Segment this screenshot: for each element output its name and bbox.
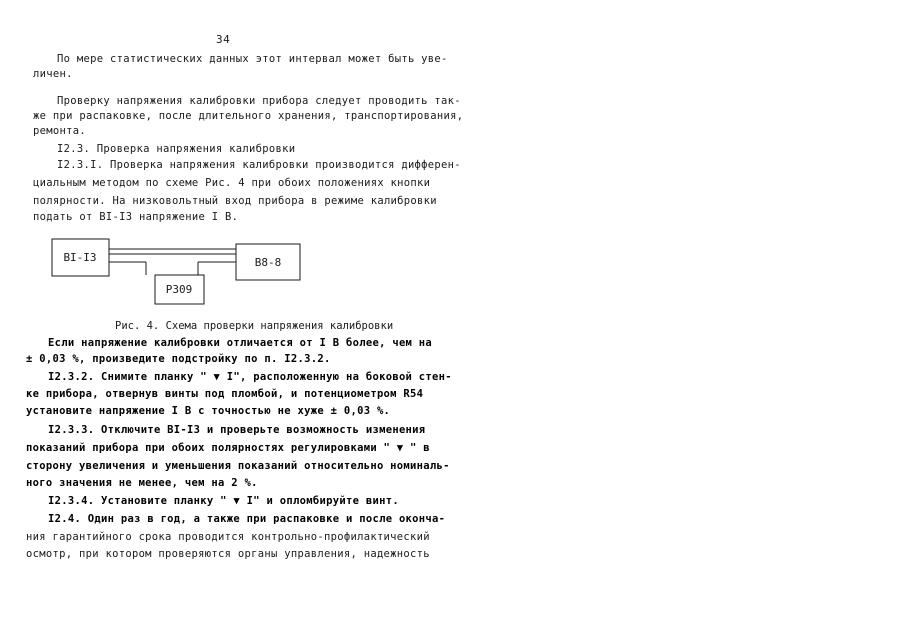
text-line: же при распаковке, после длительного хранения, транспортирования,	[33, 110, 464, 122]
text-line: Если напряжение калибровки отличается от I В более, чем на	[48, 337, 433, 349]
text-line: полярности. На низковольтный вход прибора в режиме калибровки	[33, 195, 437, 207]
text-line: I2.3.2. Снимите планку " ▼ I", расположенную на боковой стен-	[48, 371, 452, 383]
text-line: осмотр, при котором проверяются органы управления, надежность	[26, 548, 430, 560]
text-line: ния гарантийного срока проводится контрольно-профилактический	[26, 531, 430, 543]
text-line: ± 0,03 %, произведите подстройку по п. I2.3.2.	[26, 353, 331, 365]
page-number: 34	[216, 33, 231, 46]
text-line: показаний прибора при обоих полярностях регулировками " ▼ " в	[26, 442, 430, 454]
section-heading: I2.3. Проверка напряжения калибровки	[57, 143, 296, 155]
box-label-r309: Р309	[165, 283, 193, 296]
text-line: установите напряжение I В с точностью не хуже ± 0,03 %.	[26, 405, 391, 417]
box-label-v88: В8-8	[254, 256, 282, 269]
text-line: сторону увеличения и уменьшения показаний относительно номиналь-	[26, 460, 450, 472]
box-label-bi13: BI-I3	[63, 251, 97, 264]
figure-caption: Рис. 4. Схема проверки напряжения калибровки	[115, 320, 394, 332]
text-line: ке прибора, отвернув винты под пломбой, и потенциометром R54	[26, 388, 424, 400]
text-line: циальным методом по схеме Рис. 4 при обоих положениях кнопки	[33, 177, 431, 189]
circuit-diagram	[40, 230, 310, 308]
text-line: подать от BI-I3 напряжение I В.	[33, 211, 239, 223]
text-line: ного значения не менее, чем на 2 %.	[26, 477, 258, 489]
text-line: I2.3.3. Отключите BI-I3 и проверьте возможность изменения	[48, 424, 426, 436]
text-line: По мере статистических данных этот интервал может быть уве-	[57, 53, 448, 65]
text-line: I2.4. Один раз в год, а также при распаковке и после оконча-	[48, 513, 446, 525]
text-line: I2.3.4. Установите планку " ▼ I" и опломбируйте винт.	[48, 495, 399, 507]
text-line: личен.	[33, 68, 73, 80]
text-line: ремонта.	[33, 125, 86, 137]
text-line: Проверку напряжения калибровки прибора следует проводить так-	[57, 95, 461, 107]
text-line: I2.3.I. Проверка напряжения калибровки производится дифферен-	[57, 159, 461, 171]
